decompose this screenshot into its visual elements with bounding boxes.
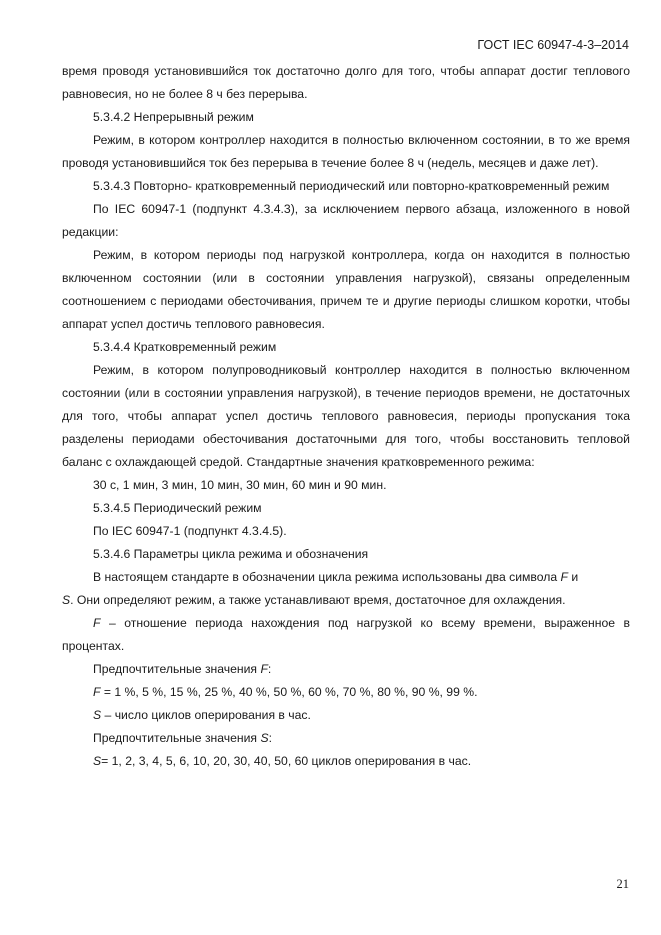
preferred-s-values: S= 1, 2, 3, 4, 5, 6, 10, 20, 30, 40, 50, 60 циклов оперирования в час.: [93, 754, 472, 768]
paragraph-5-3-4-3-a: По IEC 60947-1 (подпункт 4.3.4.3), за исключением первого абзаца, изложенного в новой редакции:: [62, 202, 630, 239]
paragraph-5-3-4-6-a: В настоящем стандарте в обозначении цикла режима использованы два символа F и S. Они определяют режим, а также устанавливают время, достаточное для охлаждения.: [62, 570, 579, 607]
paragraph-5-3-4-4-values: 30 с, 1 мин, 3 мин, 10 мин, 30 мин, 60 мин и 90 мин.: [93, 478, 387, 492]
document-header: ГОСТ IEC 60947-4-3–2014: [477, 38, 629, 52]
section-heading-5-3-4-3: 5.3.4.3 Повторно- кратковременный периодический или повторно-кратковременный режим: [93, 179, 610, 193]
symbol-f: F: [560, 570, 568, 584]
paragraph-5-3-4-3-b: Режим, в котором периоды под нагрузкой контроллера, когда он находится в полностью включенном состоянии (или в состоянии управления нагрузкой), связаны определенным соотношением с периодами обесточивания, причем те и другие периоды слишком коротки, чтобы аппарат успел достичь теплового равновесия.: [62, 248, 630, 331]
section-heading-5-3-4-5: 5.3.4.5 Периодический режим: [93, 501, 262, 515]
page-number: 21: [616, 877, 629, 891]
paragraph-intro: время проводя установившийся ток достаточно долго для того, чтобы аппарат достиг теплового равновесия, но не более 8 ч без перерыва.: [62, 64, 630, 101]
paragraph-5-3-4-4: Режим, в котором полупроводниковый контроллер находится в полностью включенном состоянии (или в состоянии управления нагрузкой), в течение периодов времени, не достаточных для того, чтобы аппарат успел достичь теплового равновесия, периоды пропускания тока разделены периодами обесточивания достаточными для того, чтобы восстановить тепловой баланс с охлаждающей средой. Стандартные значения кратковременного режима:: [62, 363, 630, 469]
section-heading-5-3-4-4: 5.3.4.4 Кратковременный режим: [93, 340, 277, 354]
preferred-s-label: Предпочтительные значения S:: [93, 731, 272, 745]
paragraph-5-3-4-5: По IEC 60947-1 (подпункт 4.3.4.5).: [93, 524, 287, 538]
document-body: [62, 60, 630, 773]
paragraph-5-3-4-2: Режим, в котором контроллер находится в полностью включенном состоянии, в то же время проводя установившийся ток без перерыва в течение более 8 ч (недель, месяцев и даже лет).: [62, 133, 630, 170]
section-heading-5-3-4-6: 5.3.4.6 Параметры цикла режима и обозначения: [93, 547, 369, 561]
paragraph-f-definition: F – отношение периода нахождения под нагрузкой ко всему времени, выраженное в процентах.: [62, 616, 630, 653]
symbol-s: S: [62, 593, 71, 607]
paragraph-s-definition: S – число циклов оперирования в час.: [93, 708, 311, 722]
preferred-f-values: F = 1 %, 5 %, 15 %, 25 %, 40 %, 50 %, 60 %, 70 %, 80 %, 90 %, 99 %.: [93, 685, 478, 699]
section-heading-5-3-4-2: 5.3.4.2 Непрерывный режим: [93, 110, 254, 124]
preferred-f-label: Предпочтительные значения F:: [93, 662, 272, 676]
